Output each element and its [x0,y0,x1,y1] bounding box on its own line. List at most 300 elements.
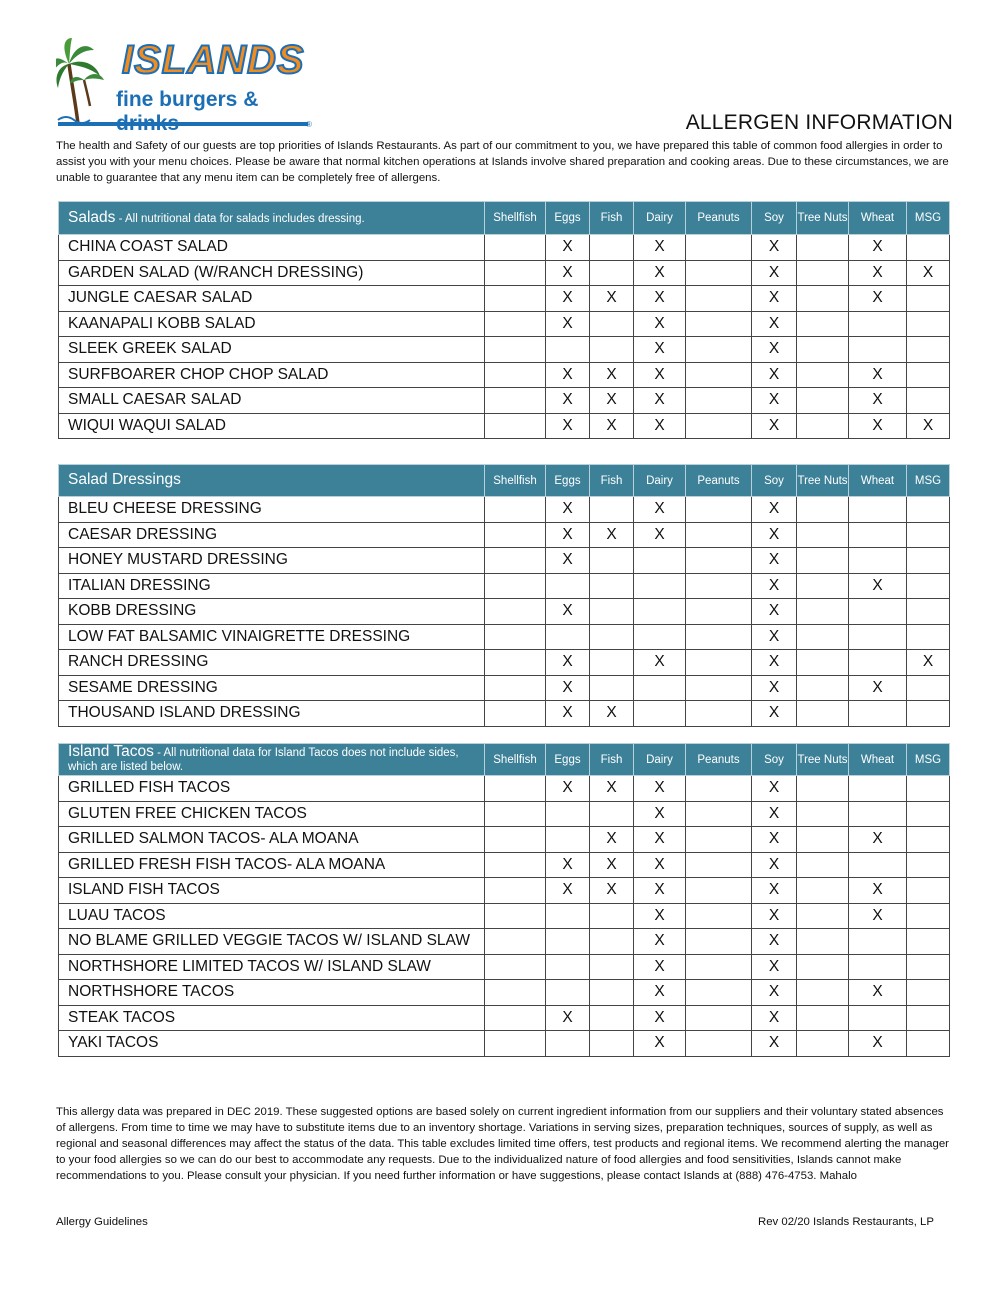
allergen-cell [546,1031,590,1057]
allergen-cell [849,650,907,676]
table-row [59,980,950,1006]
allergen-cell [849,801,907,827]
allergen-cell: X [752,1031,797,1057]
col-peanuts: Peanuts [686,202,752,235]
allergen-cell: X [590,852,634,878]
col-shellfish: Shellfish [485,465,546,497]
allergen-cell: X [590,701,634,727]
allergen-cell [686,852,752,878]
allergen-cell [590,337,634,363]
allergen-cell [590,599,634,625]
allergen-cell: X [634,1005,686,1031]
allergen-cell [485,599,546,625]
menu-item-name: LOW FAT BALSAMIC VINAIGRETTE DRESSING [59,624,485,650]
allergen-cell [797,801,849,827]
allergen-cell: X [849,413,907,439]
allergen-cell: X [752,413,797,439]
allergen-cell: X [634,522,686,548]
col-tree-nuts: Tree Nuts [797,202,849,235]
col-eggs: Eggs [546,202,590,235]
allergen-cell: X [546,522,590,548]
allergen-cell: X [752,497,797,523]
table-row [59,852,950,878]
allergen-cell [797,413,849,439]
salad-dressings-header [59,465,485,497]
allergen-cell [797,260,849,286]
allergen-cell: X [849,1031,907,1057]
allergen-cell [590,573,634,599]
allergen-cell [907,235,950,261]
allergen-cell: X [752,878,797,904]
allergen-cell: X [634,337,686,363]
salad-dressings-table [58,464,950,727]
allergen-cell [797,573,849,599]
allergen-cell [907,1005,950,1031]
allergen-cell: X [546,413,590,439]
allergen-cell [907,522,950,548]
allergen-cell [485,286,546,312]
menu-item-name: GRILLED FRESH FISH TACOS- ALA MOANA [59,852,485,878]
allergen-cell [590,980,634,1006]
allergen-cell [485,311,546,337]
allergen-cell [686,801,752,827]
allergen-cell [634,573,686,599]
allergen-cell: X [546,852,590,878]
allergen-cell [907,827,950,853]
allergen-cell: X [546,650,590,676]
col-wheat: Wheat [849,744,907,776]
allergen-cell [686,650,752,676]
allergen-cell [907,776,950,802]
allergen-cell: X [752,1005,797,1031]
footer-right: Rev 02/20 Islands Restaurants, LP [757,1216,934,1228]
allergen-cell [485,929,546,955]
col-soy: Soy [752,202,797,235]
allergen-cell [907,388,950,414]
table-row [59,388,950,414]
menu-item-name: LUAU TACOS [59,903,485,929]
allergen-cell [686,903,752,929]
allergen-cell [485,801,546,827]
allergen-cell [849,311,907,337]
allergen-cell [907,701,950,727]
allergen-cell: X [546,497,590,523]
allergen-cell [634,701,686,727]
allergen-cell [485,878,546,904]
salads-header: Salads - All nutritional data for salads includes dressing. [59,202,485,235]
allergen-cell [797,362,849,388]
allergen-cell: X [546,286,590,312]
menu-item-name: JUNGLE CAESAR SALAD [59,286,485,312]
col-wheat: Wheat [849,202,907,235]
allergen-cell [797,286,849,312]
col-tree-nuts: Tree Nuts [797,465,849,497]
col-soy: Soy [752,744,797,776]
allergen-cell [485,497,546,523]
col-fish: Fish [590,202,634,235]
allergen-cell: X [752,675,797,701]
allergen-cell: X [907,650,950,676]
allergen-cell: X [849,235,907,261]
allergen-cell [797,624,849,650]
menu-item-name: KAANAPALI KOBB SALAD [59,311,485,337]
allergen-cell: X [634,286,686,312]
allergen-cell [590,903,634,929]
allergen-cell: X [546,362,590,388]
menu-item-name: SURFBOARER CHOP CHOP SALAD [59,362,485,388]
allergen-cell [907,852,950,878]
allergen-cell [485,337,546,363]
menu-item-name: THOUSAND ISLAND DRESSING [59,701,485,727]
table-row [59,311,950,337]
allergen-cell: X [590,362,634,388]
allergen-cell [485,776,546,802]
allergen-cell [546,573,590,599]
allergen-cell [797,522,849,548]
table-row [59,701,950,727]
menu-item-name: NORTHSHORE TACOS [59,980,485,1006]
allergen-cell [485,903,546,929]
allergen-cell [797,650,849,676]
allergen-cell [686,362,752,388]
allergen-cell: X [849,573,907,599]
allergen-cell: X [752,954,797,980]
salads-table [58,201,950,439]
menu-item-name: BLEU CHEESE DRESSING [59,497,485,523]
allergen-cell: X [634,311,686,337]
allergen-cell [590,675,634,701]
allergen-cell [907,624,950,650]
allergen-cell [907,1031,950,1057]
allergen-cell [907,573,950,599]
allergen-cell [686,675,752,701]
allergen-cell [590,624,634,650]
allergen-cell [590,1005,634,1031]
allergen-cell: X [752,929,797,955]
allergen-cell [546,827,590,853]
menu-item-name: WIQUI WAQUI SALAD [59,413,485,439]
allergen-cell [797,599,849,625]
allergen-cell [590,548,634,574]
allergen-cell: X [634,929,686,955]
allergen-cell [686,1005,752,1031]
col-shellfish: Shellfish [485,202,546,235]
allergen-cell [849,337,907,363]
col-dairy: Dairy [634,202,686,235]
allergen-cell: X [634,903,686,929]
allergen-cell [634,675,686,701]
allergen-cell [686,235,752,261]
table-row [59,650,950,676]
allergen-cell: X [907,413,950,439]
table-row [59,599,950,625]
allergen-cell: X [849,286,907,312]
allergen-cell: X [752,801,797,827]
allergen-cell [590,954,634,980]
allergen-cell [907,903,950,929]
allergen-cell: X [634,852,686,878]
allergen-cell: X [546,776,590,802]
allergen-cell: X [546,599,590,625]
menu-item-name: KOBB DRESSING [59,599,485,625]
table-row [59,929,950,955]
allergen-cell [590,235,634,261]
disclaimer: This allergy data was prepared in DEC 2019. These suggested options are based solely on current ingredient information from our suppliers and their voluntary stated absences of allergens. From time to time we may have to substitute items due to an inventory shortage. Variations in serving sizes, preparation techniques, sources of supply, as well as regional and seasonal differences may affect the status of the data. This table excludes limited time offers, test products and regional items. We recommend alerting the manager to your food allergies so we can do our best to accommodate any requests. Due to the individualized nature of food allergies and food sensitivities, Islands cannot make recommendations to you. Please consult your physician. If you need further information or have suggestions, please contact Islands at (888) 476-4753. Mahalo [56,1106,949,1182]
allergen-cell [797,929,849,955]
allergen-cell: X [752,235,797,261]
col-soy: Soy [752,465,797,497]
col-eggs: Eggs [546,465,590,497]
allergen-cell [907,286,950,312]
allergen-cell: X [590,776,634,802]
allergen-cell [907,929,950,955]
allergen-cell [849,497,907,523]
table-row [59,827,950,853]
allergen-cell [907,548,950,574]
col-dairy: Dairy [634,465,686,497]
allergen-cell [485,573,546,599]
allergen-cell: X [634,650,686,676]
allergen-cell [485,1031,546,1057]
table-row [59,235,950,261]
allergen-cell: X [752,599,797,625]
section-note: All nutritional data for Island Tacos does not include sides, which are listed below. [68,747,459,773]
allergen-cell: X [546,701,590,727]
allergen-cell [686,337,752,363]
allergen-cell: X [752,260,797,286]
allergen-cell: X [590,388,634,414]
col-fish: Fish [590,465,634,497]
allergen-cell [546,980,590,1006]
allergen-cell: X [546,675,590,701]
allergen-cell [686,497,752,523]
menu-item-name: RANCH DRESSING [59,650,485,676]
allergen-cell: X [634,235,686,261]
menu-item-name: HONEY MUSTARD DRESSING [59,548,485,574]
allergen-cell [797,827,849,853]
allergen-cell [797,878,849,904]
allergen-cell [797,1005,849,1031]
allergen-cell [686,548,752,574]
allergen-cell: X [634,497,686,523]
col-shellfish: Shellfish [485,744,546,776]
allergen-cell: X [752,650,797,676]
menu-item-name: SLEEK GREEK SALAD [59,337,485,363]
allergen-cell: X [752,311,797,337]
allergen-cell [686,311,752,337]
menu-item-name: GRILLED FISH TACOS [59,776,485,802]
menu-item-name: ITALIAN DRESSING [59,573,485,599]
allergen-cell: X [546,311,590,337]
col-tree-nuts: Tree Nuts [797,744,849,776]
table-row [59,1031,950,1057]
allergen-cell [485,1005,546,1031]
menu-item-name: CAESAR DRESSING [59,522,485,548]
section-title: Island Tacos [68,743,154,760]
allergen-cell: X [752,522,797,548]
allergen-cell [686,286,752,312]
allergen-cell: X [590,286,634,312]
table-row [59,903,950,929]
table-row [59,260,950,286]
allergen-cell: X [752,624,797,650]
allergen-cell: X [752,903,797,929]
menu-item-name: SESAME DRESSING [59,675,485,701]
allergen-cell [849,624,907,650]
allergen-cell: X [849,260,907,286]
page-title: ALLERGEN INFORMATION [685,111,953,134]
allergen-cell: X [546,388,590,414]
footer-left: Allergy Guidelines [56,1216,148,1228]
allergen-cell [907,337,950,363]
menu-item-name: YAKI TACOS [59,1031,485,1057]
table-row [59,675,950,701]
col-msg: MSG [907,465,950,497]
allergen-cell [686,260,752,286]
allergen-cell [797,675,849,701]
allergen-cell [686,878,752,904]
allergen-cell [907,980,950,1006]
allergen-cell [797,776,849,802]
allergen-cell [634,548,686,574]
allergen-cell: X [849,980,907,1006]
allergen-cell: X [634,260,686,286]
allergen-cell [686,980,752,1006]
section-note: All nutritional data for salads includes dressing. [125,212,365,225]
allergen-cell: X [849,827,907,853]
allergen-cell: X [634,1031,686,1057]
islands-logo [56,36,316,135]
allergen-cell [907,801,950,827]
allergen-cell [907,878,950,904]
table-row [59,497,950,523]
allergen-cell [485,260,546,286]
allergen-cell [485,548,546,574]
allergen-cell [546,929,590,955]
allergen-cell [849,954,907,980]
col-peanuts: Peanuts [686,744,752,776]
allergen-cell [849,548,907,574]
allergen-cell [590,497,634,523]
allergen-cell: X [634,388,686,414]
allergen-cell [546,801,590,827]
allergen-cell [797,388,849,414]
allergen-cell [686,827,752,853]
allergen-cell: X [752,573,797,599]
table-row [59,522,950,548]
allergen-cell: X [849,903,907,929]
allergen-cell: X [634,801,686,827]
logo-wordmark: ISLANDS [122,38,305,82]
allergen-cell [797,311,849,337]
allergen-cell [634,624,686,650]
allergen-cell [485,954,546,980]
allergen-cell [797,980,849,1006]
menu-item-name: NORTHSHORE LIMITED TACOS W/ ISLAND SLAW [59,954,485,980]
allergen-cell: X [849,362,907,388]
allergen-cell: X [546,548,590,574]
table-row [59,954,950,980]
logo-registered-mark: ® [306,120,312,129]
table-row [59,548,950,574]
menu-item-name: ISLAND FISH TACOS [59,878,485,904]
allergen-cell [907,954,950,980]
table-row [59,776,950,802]
col-peanuts: Peanuts [686,465,752,497]
allergen-cell [485,388,546,414]
allergen-cell: X [634,776,686,802]
allergen-cell: X [546,235,590,261]
allergen-cell [686,573,752,599]
allergen-cell [849,522,907,548]
allergen-cell [590,929,634,955]
menu-item-name: NO BLAME GRILLED VEGGIE TACOS W/ ISLAND SLAW [59,929,485,955]
allergen-cell: X [752,827,797,853]
allergen-cell [485,675,546,701]
island-tacos-table [58,743,950,1057]
col-msg: MSG [907,202,950,235]
allergen-cell [485,624,546,650]
allergen-cell: X [590,413,634,439]
allergen-cell: X [849,675,907,701]
table-row [59,801,950,827]
allergen-cell [797,548,849,574]
allergen-cell [546,337,590,363]
allergen-cell [686,522,752,548]
allergen-cell [797,235,849,261]
allergen-cell [590,311,634,337]
allergen-cell [485,980,546,1006]
allergen-cell [686,776,752,802]
allergen-cell [797,852,849,878]
allergen-cell: X [546,1005,590,1031]
intro-paragraph: The health and Safety of our guests are top priorities of Islands Restaurants. As part of our commitment to you, we have prepared this table of common food allergies in order to assist you with your menu choices. Please be aware that normal kitchen operations at Islands involve shared preparation and cooking areas. Due to these circumstances, we are unable to guarantee that any menu item can be completely free of allergens. [56,140,949,184]
allergen-cell: X [546,878,590,904]
table-row [59,624,950,650]
allergen-cell [797,1031,849,1057]
allergen-cell [907,497,950,523]
allergen-cell: X [752,286,797,312]
allergen-cell [849,776,907,802]
allergen-cell: X [752,548,797,574]
allergen-cell [546,624,590,650]
allergen-cell [849,599,907,625]
allergen-cell [590,650,634,676]
menu-item-name: GARDEN SALAD (W/RANCH DRESSING) [59,260,485,286]
allergen-cell [485,362,546,388]
allergen-cell [686,624,752,650]
menu-item-name: SMALL CAESAR SALAD [59,388,485,414]
allergen-cell [590,801,634,827]
island-tacos-header: Island Tacos - All nutritional data for Island Tacos does not include sides, which are listed below. [59,744,485,776]
allergen-cell: X [634,954,686,980]
allergen-cell [849,852,907,878]
allergen-cell [546,903,590,929]
allergen-cell [797,337,849,363]
allergen-cell [485,852,546,878]
section-title: Salad Dressings [68,471,181,488]
col-dairy: Dairy [634,744,686,776]
allergen-cell [907,599,950,625]
allergen-cell [590,260,634,286]
col-eggs: Eggs [546,744,590,776]
menu-item-name: GRILLED SALMON TACOS- ALA MOANA [59,827,485,853]
allergen-cell [686,701,752,727]
allergen-cell: X [752,337,797,363]
allergen-cell: X [634,827,686,853]
allergen-cell [797,497,849,523]
allergen-cell [634,599,686,625]
